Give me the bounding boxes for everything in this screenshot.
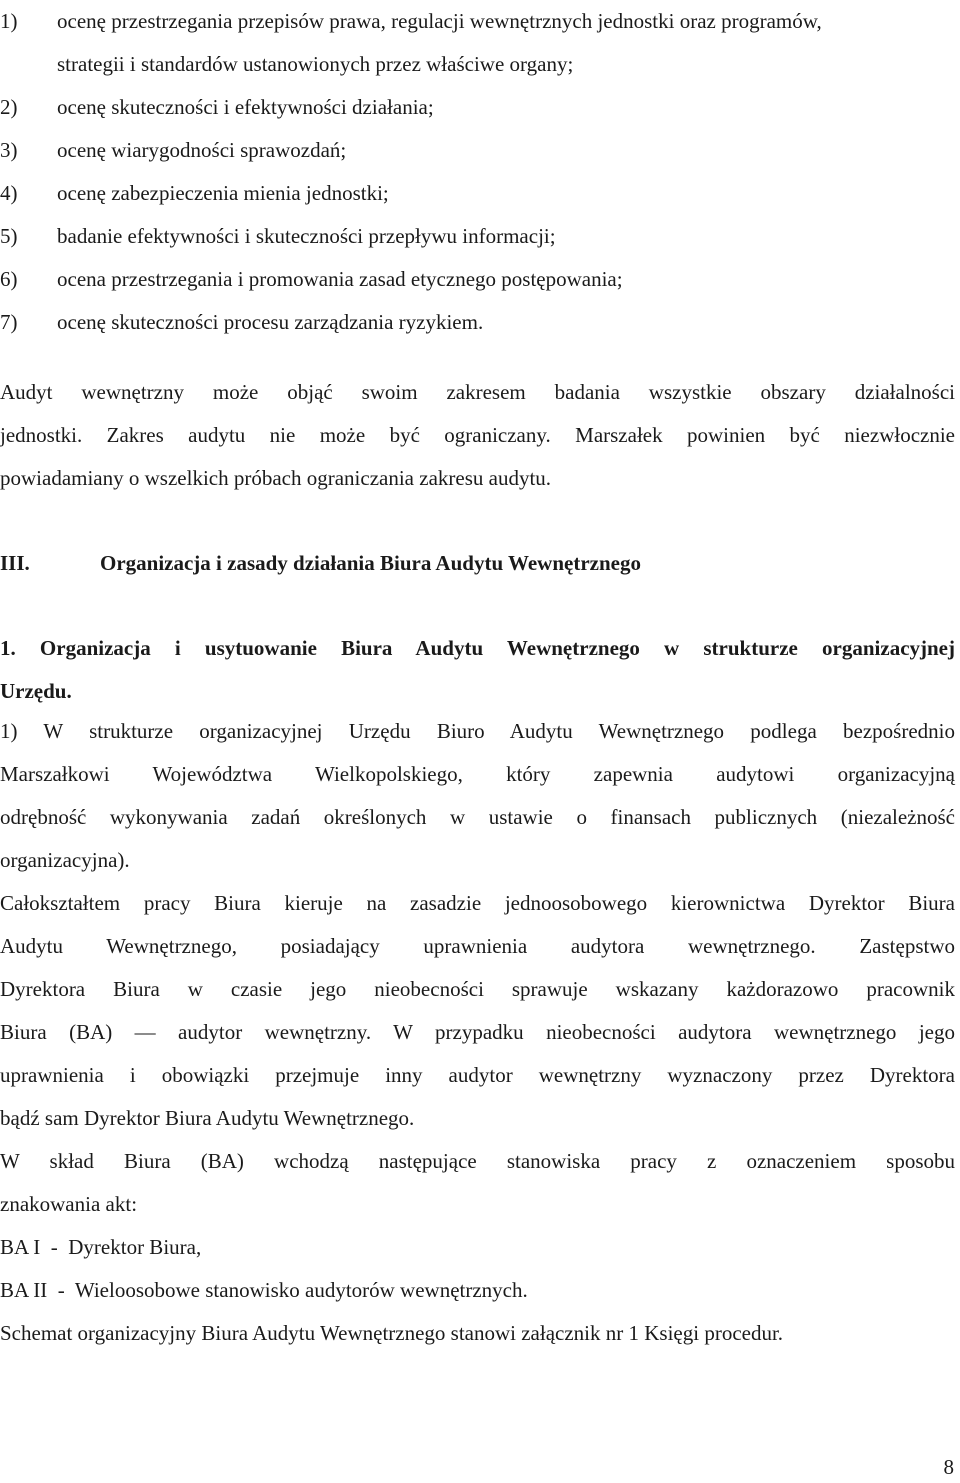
list-item-number: 3) (0, 138, 18, 162)
page-number: 8 (943, 1455, 954, 1479)
paragraph-line: Całokształtem pracy Biura kieruje na zasadzie jednoosobowego kierownictwa Dyrektor Biura (0, 891, 955, 915)
paragraph-line: Dyrektora Biura w czasie jego nieobecności sprawuje wskazany każdorazowo pracownik (0, 977, 955, 1001)
scope-list (0, 0, 960, 344)
list-item-number: 5) (0, 224, 18, 248)
paragraph-line: organizacyjna). (0, 848, 130, 872)
list-item-text: ocenę skuteczności i efektywności działania; (57, 95, 434, 119)
list-item-text: strategii i standardów ustanowionych przez właściwe organy; (57, 52, 574, 76)
list-item-text: ocenę skuteczności procesu zarządzania ryzykiem. (57, 310, 484, 334)
organization-body (0, 710, 955, 1355)
paragraph-management (0, 882, 955, 1140)
audit-scope-paragraph (0, 371, 955, 500)
list-item (0, 301, 960, 344)
positions-list (0, 1226, 955, 1312)
list-item (0, 258, 960, 301)
closing-sentence: Schemat organizacyjny Biura Audytu Wewnętrznego stanowi załącznik nr 1 Księgi procedur. (0, 1321, 784, 1345)
list-item-number: 2) (0, 95, 18, 119)
list-item-text: ocenę przestrzegania przepisów prawa, regulacji wewnętrznych jednostki oraz programów, (57, 9, 822, 33)
paragraph-line: odrębność wykonywania zadań określonych w ustawie o finansach publicznych (niezależność (0, 805, 955, 829)
list-item-text: ocena przestrzegania i promowania zasad etycznego postępowania; (57, 267, 623, 291)
section-heading (0, 543, 641, 583)
section-title: Organizacja i zasady działania Biura Audytu Wewnętrznego (100, 551, 641, 575)
paragraph-line: bądź sam Dyrektor Biura Audytu Wewnętrznego. (0, 1106, 415, 1130)
paragraph-line: Marszałkowi Województwa Wielkopolskiego, który zapewnia audytowi organizacyjną (0, 762, 955, 786)
list-item-number: 4) (0, 181, 18, 205)
list-item (0, 86, 960, 129)
paragraph-line: uprawnienia i obowiązki przejmuje inny audytor wewnętrzny wyznaczony przez Dyrektora (0, 1063, 955, 1087)
list-item-number: 1) (0, 9, 18, 33)
position-item: BA I - Dyrektor Biura, (0, 1235, 202, 1259)
section-number: III. (0, 551, 30, 575)
list-item (0, 172, 960, 215)
paragraph-line: powiadamiany o wszelkich próbach ograniczania zakresu audytu. (0, 466, 552, 490)
paragraph-structure (0, 710, 955, 882)
paragraph-line: jednostki. Zakres audytu nie może być ograniczany. Marszałek powinien być niezwłocznie (0, 423, 955, 447)
paragraph-line: Audyt wewnętrzny może objąć swoim zakresem badania wszystkie obszary działalności (0, 380, 955, 404)
list-item-text: ocenę wiarygodności sprawozdań; (57, 138, 347, 162)
paragraph-line: znakowania akt: (0, 1192, 138, 1216)
list-item (0, 129, 960, 172)
paragraph-line: Audytu Wewnętrznego, posiadający uprawnienia audytora wewnętrznego. Zastępstwo (0, 934, 955, 958)
paragraph-line: 1) W strukturze organizacyjnej Urzędu Biuro Audytu Wewnętrznego podlega bezpośrednio (0, 719, 955, 743)
subsection-heading-line: 1. Organizacja i usytuowanie Biura Audytu Wewnętrznego w strukturze organizacyjnej (0, 636, 955, 660)
list-item-text: badanie efektywności i skuteczności przepływu informacji; (57, 224, 556, 248)
paragraph-line: Biura (BA) — audytor wewnętrzny. W przypadku nieobecności audytora wewnętrznego jego (0, 1020, 955, 1044)
list-item (0, 215, 960, 258)
subsection-heading (0, 627, 955, 713)
paragraph-line: W skład Biura (BA) wchodzą następujące stanowiska pracy z oznaczeniem sposobu (0, 1149, 955, 1173)
list-item (0, 0, 960, 86)
position-item: BA II - Wieloosobowe stanowisko audytorów wewnętrznych. (0, 1278, 528, 1302)
list-item-number: 7) (0, 310, 18, 334)
list-item-number: 6) (0, 267, 18, 291)
subsection-heading-line: Urzędu. (0, 679, 72, 703)
paragraph-composition (0, 1140, 955, 1226)
list-item-text: ocenę zabezpieczenia mienia jednostki; (57, 181, 389, 205)
